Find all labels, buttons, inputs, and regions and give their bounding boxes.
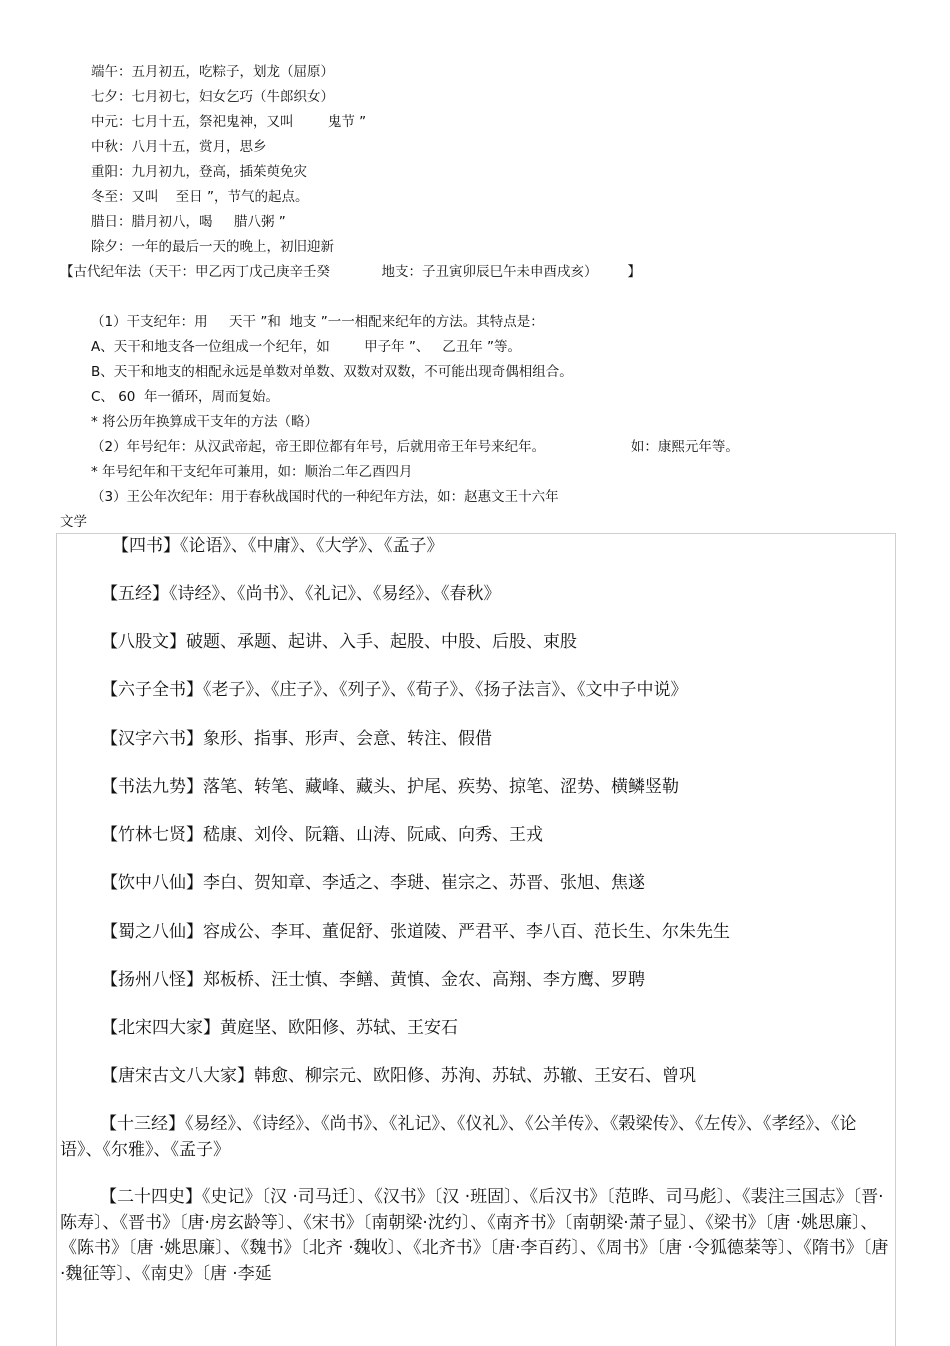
festival-chuxi: 除夕：一年的最后一天的晚上，初旧迎新 [91, 239, 334, 255]
lit-shisanjing [60, 1112, 892, 1163]
calendar-line-a: A、天干和地支各一位组成一个纪年，如 甲子年 ”、 乙丑年 ”等。 [91, 339, 522, 355]
festival-lari: 腊日：腊月初八，喝 腊八粥 ” [91, 214, 286, 230]
lit-ershisishi-text: 【二十四史】《史记》〔汉 ·司马迁〕、《汉书》〔汉 ·班固〕、《后汉书》〔范晔、司马彪〕、《裴注三国志》〔晋·陈寿〕、《晋书》〔唐·房玄龄等〕、《宋书》〔南朝梁·沈约〕、《南齐书》〔南朝梁·萧子显〕、《梁书》〔唐 ·姚思廉〕、《陈书》〔唐 ·姚思廉〕、《魏书》〔北齐 ·魏收〕、《北齐书》〔唐·李百药〕、《周书》〔唐 ·令狐德棻等〕、《隋书》〔唐 ·魏征等〕、《南史》〔唐 ·李延 [60, 1187, 889, 1284]
lit-wujing: 【五经】《诗经》、《尚书》、《礼记》、《易经》、《春秋》 [101, 584, 501, 604]
festival-qixi: 七夕：七月初七，妇女乞巧（牛郎织女） [91, 89, 334, 105]
calendar-line-c: C、 60 年一循环，周而复始。 [91, 389, 279, 405]
calendar-note-1: * 将公历年换算成干支年的方法（略） [91, 414, 319, 430]
lit-beisong: 【北宋四大家】黄庭坚、欧阳修、苏轼、王安石 [101, 1018, 458, 1038]
lit-zhulin: 【竹林七贤】嵇康、刘伶、阮籍、山涛、阮咸、向秀、王戎 [101, 825, 543, 845]
calendar-line-b: B、天干和地支的相配永远是单数对单数、双数对双数，不可能出现奇偶相组合。 [91, 364, 573, 380]
lit-shuzhi: 【蜀之八仙】容成公、李耳、董促舒、张道陵、严君平、李八百、范长生、尔朱先生 [101, 922, 730, 942]
festival-zhongyuan: 中元：七月十五，祭祀鬼神，又叫 鬼节 ” [91, 114, 367, 130]
festival-duanwu: 端午：五月初五，吃粽子，划龙（屈原） [91, 64, 334, 80]
calendar-heading: 【古代纪年法（天干：甲乙丙丁戊己庚辛壬癸 地支：子丑寅卯辰巳午未申酉戌亥） 】 [60, 264, 642, 280]
festival-chongyang: 重阳：九月初九，登高，插茱萸免灾 [91, 164, 307, 180]
lit-tangsong: 【唐宋古文八大家】韩愈、柳宗元、欧阳修、苏洵、苏轼、苏辙、王安石、曾巩 [101, 1066, 696, 1086]
lit-liushu: 【汉字六书】象形、指事、形声、会意、转注、假借 [101, 729, 492, 749]
lit-sishu: 【四书】《论语》、《中庸》、《大学》、《孟子》 [112, 536, 444, 556]
lit-baguwen: 【八股文】破题、承题、起讲、入手、起股、中股、后股、束股 [101, 632, 577, 652]
calendar-line-ganzhi: （1）干支纪年：用 天干 ”和 地支 ”一一相配来纪年的方法。其特点是： [91, 314, 544, 330]
lit-jiushi: 【书法九势】落笔、转笔、藏峰、藏头、护尾、疾势、掠笔、涩势、横鳞竖勒 [101, 777, 679, 797]
lit-shisanjing-text: 【十三经】《易经》、《诗经》、《尚书》、《礼记》、《仪礼》、《公羊传》、《榖梁传》、《左传》、《孝经》、《论语》、《尔雅》、《孟子》 [60, 1114, 857, 1160]
festival-dongzhi: 冬至：又叫 至日 ”，节气的起点。 [91, 189, 309, 205]
lit-ershisishi [60, 1185, 892, 1287]
section-label-literature: 文学 [60, 514, 87, 530]
lit-yinzhong: 【饮中八仙】李白、贺知章、李适之、李琎、崔宗之、苏晋、张旭、焦遂 [101, 873, 645, 893]
lit-yangzhou: 【扬州八怪】郑板桥、汪士慎、李鳝、黄慎、金农、高翔、李方鹰、罗聘 [101, 970, 645, 990]
festival-zhongqiu: 中秋：八月十五，赏月，思乡 [91, 139, 267, 155]
calendar-line-nianhao: （2）年号纪年：从汉武帝起，帝王即位都有年号，后就用帝王年号来纪年。 如：康熙元年等。 [91, 439, 739, 455]
lit-liuzi: 【六子全书】《老子》、《庄子》、《列子》、《荀子》、《扬子法言》、《文中子中说》 [101, 680, 688, 700]
calendar-note-2: * 年号纪年和干支纪年可兼用，如：顺治二年乙酉四月 [91, 464, 413, 480]
calendar-line-wanggong: （3）王公年次纪年：用于春秋战国时代的一种纪年方法，如：赵惠文王十六年 [91, 489, 559, 505]
